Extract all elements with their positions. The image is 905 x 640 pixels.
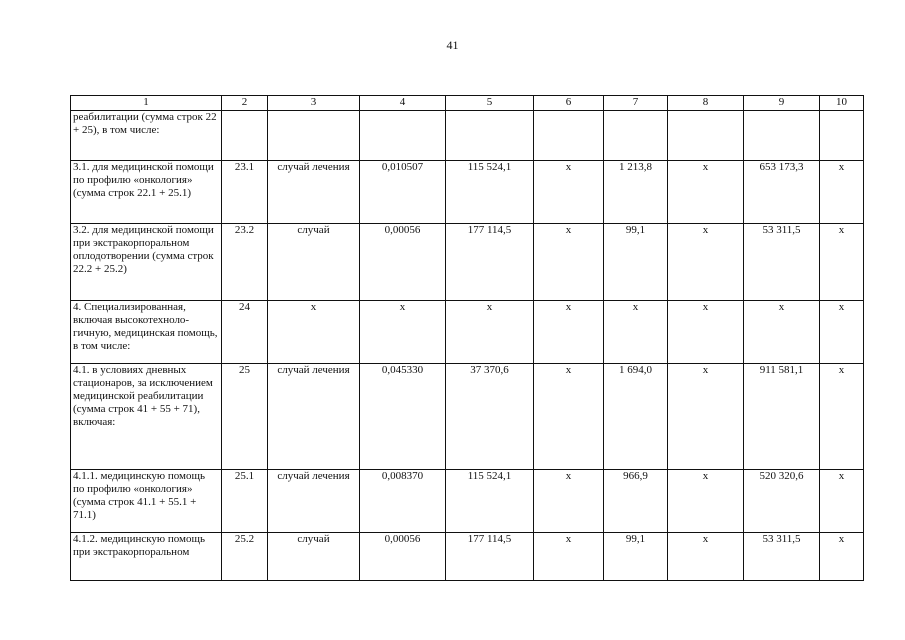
unit-cell: случай лечения bbox=[268, 364, 360, 470]
column-header: 10 bbox=[820, 96, 864, 111]
value-cell: х bbox=[820, 224, 864, 301]
value-cell: 115 524,1 bbox=[446, 161, 534, 224]
value-cell: х bbox=[534, 161, 604, 224]
value-cell: х bbox=[820, 301, 864, 364]
value-cell: 53 311,5 bbox=[744, 224, 820, 301]
unit-cell bbox=[268, 111, 360, 161]
value-cell: х bbox=[668, 161, 744, 224]
value-cell: 115 524,1 bbox=[446, 470, 534, 533]
unit-cell: случай лечения bbox=[268, 161, 360, 224]
value-cell: х bbox=[360, 301, 446, 364]
table-row bbox=[71, 111, 864, 161]
value-cell: х bbox=[534, 533, 604, 581]
value-cell: 0,008370 bbox=[360, 470, 446, 533]
value-cell: х bbox=[668, 301, 744, 364]
value-cell: х bbox=[668, 224, 744, 301]
column-header: 6 bbox=[534, 96, 604, 111]
value-cell: х bbox=[534, 364, 604, 470]
value-cell: х bbox=[744, 301, 820, 364]
value-cell: х bbox=[820, 470, 864, 533]
row-code-cell: 25 bbox=[222, 364, 268, 470]
row-label-cell: 4.1. в условиях дневных стационаров, за исключением медицинской реабилитации (сумма строк 41 + 55 + 71), включая: bbox=[71, 364, 222, 470]
value-cell: х bbox=[668, 533, 744, 581]
table-row bbox=[71, 301, 864, 364]
unit-cell: х bbox=[268, 301, 360, 364]
page-number: 41 bbox=[446, 38, 459, 52]
unit-cell: случай bbox=[268, 224, 360, 301]
value-cell bbox=[744, 111, 820, 161]
row-label-cell: 3.1. для медицинской помощи по профилю «онкология» (сумма строк 22.1 + 25.1) bbox=[71, 161, 222, 224]
table-row bbox=[71, 533, 864, 581]
table-row bbox=[71, 224, 864, 301]
column-header: 7 bbox=[604, 96, 668, 111]
header-row bbox=[71, 96, 864, 111]
table-row bbox=[71, 470, 864, 533]
value-cell: 1 213,8 bbox=[604, 161, 668, 224]
value-cell: 99,1 bbox=[604, 533, 668, 581]
value-cell: х bbox=[534, 224, 604, 301]
value-cell: 177 114,5 bbox=[446, 533, 534, 581]
row-code-cell: 25.2 bbox=[222, 533, 268, 581]
value-cell: 966,9 bbox=[604, 470, 668, 533]
value-cell: х bbox=[534, 301, 604, 364]
row-code-cell: 24 bbox=[222, 301, 268, 364]
value-cell: 53 311,5 bbox=[744, 533, 820, 581]
value-cell: х bbox=[820, 161, 864, 224]
value-cell: 911 581,1 bbox=[744, 364, 820, 470]
row-code-cell: 25.1 bbox=[222, 470, 268, 533]
column-header: 1 bbox=[71, 96, 222, 111]
value-cell bbox=[534, 111, 604, 161]
row-label-cell: 4. Специализированная, включая высокотехноло-гичную, медицинская помощь, в том числе: bbox=[71, 301, 222, 364]
value-cell: 0,045330 bbox=[360, 364, 446, 470]
value-cell bbox=[820, 111, 864, 161]
column-header: 9 bbox=[744, 96, 820, 111]
unit-cell: случай bbox=[268, 533, 360, 581]
row-label-cell: 4.1.1. медицинскую помощь по профилю «онкология» (сумма строк 41.1 + 55.1 + 71.1) bbox=[71, 470, 222, 533]
value-cell bbox=[446, 111, 534, 161]
value-cell bbox=[668, 111, 744, 161]
value-cell: 177 114,5 bbox=[446, 224, 534, 301]
value-cell bbox=[360, 111, 446, 161]
row-label-cell: 4.1.2. медицинскую помощь при экстракорпоральном bbox=[71, 533, 222, 581]
value-cell: 520 320,6 bbox=[744, 470, 820, 533]
data-table bbox=[70, 95, 864, 581]
table-row bbox=[71, 364, 864, 470]
value-cell: 1 694,0 bbox=[604, 364, 668, 470]
value-cell: 653 173,3 bbox=[744, 161, 820, 224]
value-cell: х bbox=[668, 470, 744, 533]
value-cell: 0,010507 bbox=[360, 161, 446, 224]
column-header: 3 bbox=[268, 96, 360, 111]
value-cell: х bbox=[446, 301, 534, 364]
value-cell: 37 370,6 bbox=[446, 364, 534, 470]
value-cell: х bbox=[604, 301, 668, 364]
column-header: 4 bbox=[360, 96, 446, 111]
value-cell bbox=[604, 111, 668, 161]
value-cell: 99,1 bbox=[604, 224, 668, 301]
column-header: 8 bbox=[668, 96, 744, 111]
column-header: 5 bbox=[446, 96, 534, 111]
column-header: 2 bbox=[222, 96, 268, 111]
row-label-cell: 3.2. для медицинской помощи при экстракорпоральном оплодотворении (сумма строк 22.2 + 25.2) bbox=[71, 224, 222, 301]
value-cell: 0,00056 bbox=[360, 533, 446, 581]
unit-cell: случай лечения bbox=[268, 470, 360, 533]
value-cell: х bbox=[820, 364, 864, 470]
row-code-cell: 23.1 bbox=[222, 161, 268, 224]
table-row bbox=[71, 161, 864, 224]
value-cell: х bbox=[668, 364, 744, 470]
row-code-cell: 23.2 bbox=[222, 224, 268, 301]
row-label-cell: реабилитации (сумма строк 22 + 25), в том числе: bbox=[71, 111, 222, 161]
value-cell: 0,00056 bbox=[360, 224, 446, 301]
row-code-cell bbox=[222, 111, 268, 161]
value-cell: х bbox=[534, 470, 604, 533]
value-cell: х bbox=[820, 533, 864, 581]
